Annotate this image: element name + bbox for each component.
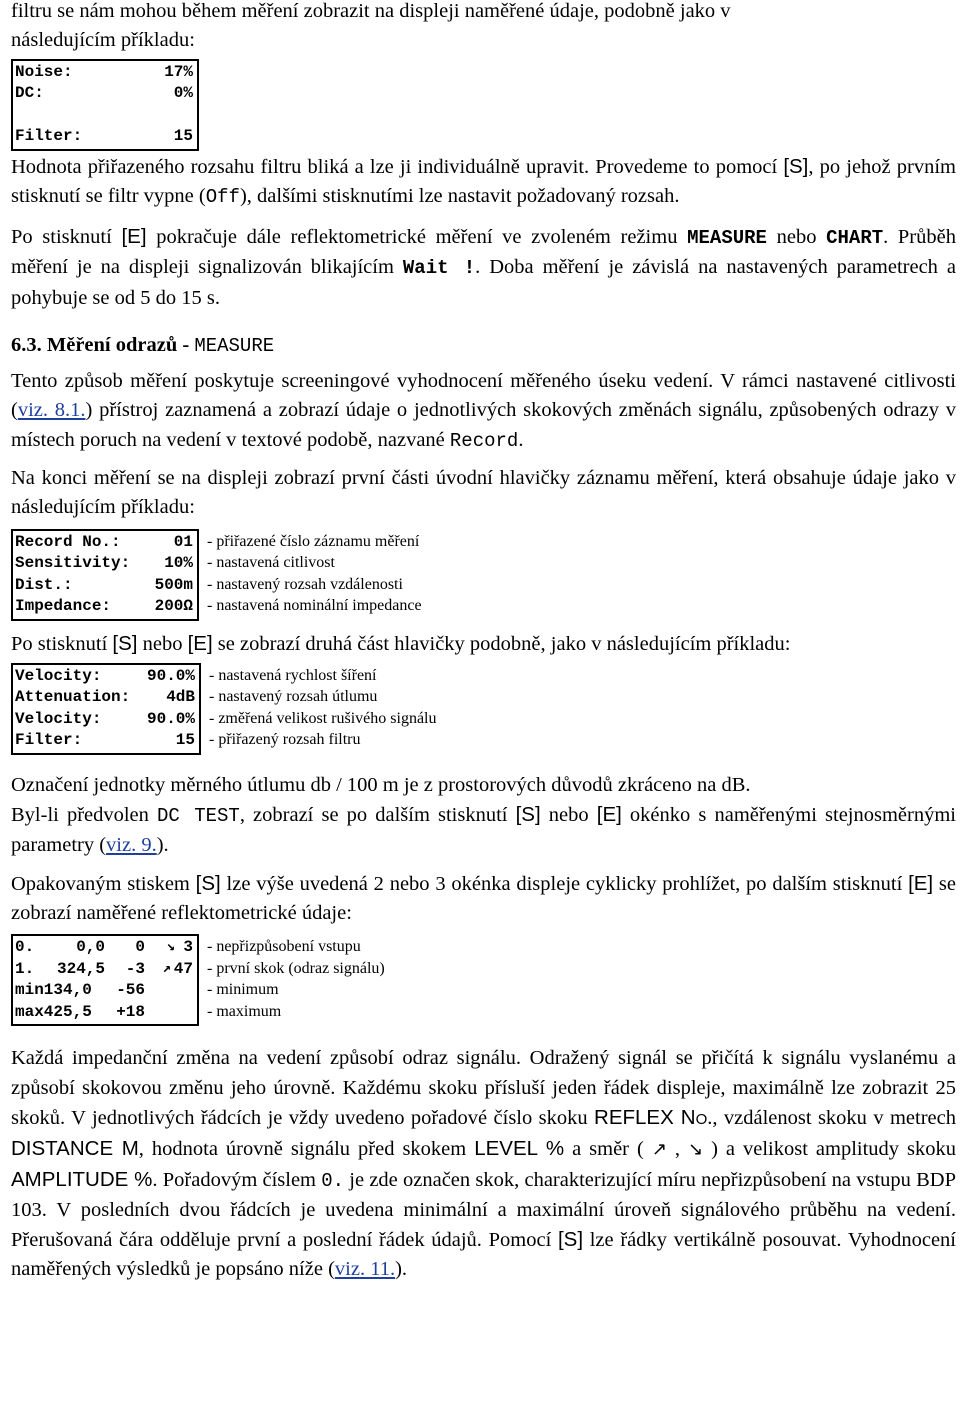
lcd-row: DC: 0% [15,84,193,103]
note: - maximum [207,1002,282,1020]
link-see-11[interactable]: viz. 11. [334,1258,396,1281]
key-e: [E] [908,871,934,895]
link-see-9[interactable]: viz. 9. [106,834,157,857]
paragraph-continue-measure: Po stisknutí [E] pokračuje dále reflektometrické měření ve zvoleném režimu MEASURE nebo CHART. Průběh měření je na displeji signalizován blikajícím Wait !. Doba měření je závislá na nastavených parametrech a pohybuje se od 5 do 15 s. [11,225,956,309]
lcd-row: Sensitivity: 10% [15,554,193,573]
distance-term: DISTANCE M [11,1137,139,1161]
section-number: 6.3. [11,334,42,357]
display-box-velocity [11,663,201,755]
display-box-record [11,529,199,621]
lcd-row: 0. 0,0 0 ↘ 3 [15,937,193,959]
key-s: [S] [112,631,138,655]
note: - přiřazené číslo záznamu měření [207,532,420,550]
link-see-8-1[interactable]: viz. 8.1. [17,399,86,422]
lcd-row: Dist.: 500m [15,575,193,594]
lcd-row: Filter: 15 [15,731,195,750]
arrow-down-icon: ↘ [688,1139,704,1160]
note: - nastavená citlivost [207,554,335,572]
lcd-row: Noise: 17% [15,62,193,81]
lcd-row: max425,5 +18 [15,1002,145,1021]
key-s: [S] [195,871,221,895]
paragraph-method: Tento způsob měření poskytuje screeningové vyhodnocení měřeného úseku vedení. V rámci nastavené citlivosti (viz. 8.1.) přístroj zaznamená a zobrazí údaje o jednotlivých skokových změnách signálu, způsobených odrazy v místech poruch na vedení v textové podobě, nazvané Record. [11,370,957,452]
intro-text: filtru se nám mohou během měření zobrazit na displeji naměřené údaje, podobně jako v [11,0,731,22]
note: - nastavený rozsah vzdálenosti [207,575,403,593]
section-title: Měření odrazů - [46,334,195,357]
lcd-row: Filter: 15 [15,127,193,146]
amplitude-term: AMPLITUDE % [11,1167,153,1191]
off-value: Off [205,185,240,208]
reflect-block [11,934,956,1026]
mode-measure: MEASURE [687,227,767,250]
velocity-block [11,663,956,755]
section-mode: MEASURE [194,335,275,358]
note: - nastavený rozsah útlumu [209,688,378,706]
section-heading [11,331,956,361]
record-header-block [11,529,956,621]
paragraph-cycle: Opakovaným stiskem [S] lze výše uvedená 2 nebo 3 okénka displeje cyklicky prohlížet, po dalším stisknutí [E] se zobrazí naměřené reflektometrické údaje: [11,871,957,925]
paragraph-explanation: Každá impedanční změna na vedení způsobí odraz signálu. Odražený signál se přičítá k signálu vyslanému a způsobí skokovou změnu jeho úrovně. Každému skoku přísluší jeden řádek displeje, maximálně lze zobrazit 25 skoků. V jednotlivých řádcích je vždy uvedeno pořadové číslo skoku REFLEX NO., vzdálenost skoku v metrech DISTANCE M, hodnota úrovně signálu před skokem LEVEL % a směr ( ↗ , ↘ ) a velikost amplitudy skoku AMPLITUDE %. Pořadovým číslem 0. je zde označen skok, charakterizující míru nepřizpůsobení na vstupu BDP 103. V posledních dvou řádcích je uvedena minimální a maximální úroveň signálového průběhu na vedení. Přerušovaná čára odděluje první a poslední řádek údajů. Pomocí [S] lze řádky vertikálně posouvat. Vyhodnocení naměřených výsledků je popsáno níže (viz. 11.). [11,1047,957,1281]
intro-text-2: následujícím příkladu: [11,29,195,52]
note: - první skok (odraz signálu) [207,959,385,977]
wait-indicator: Wait ! [402,257,476,280]
key-e: [E] [187,631,213,655]
paragraph-dc-test: Byl-li předvolen DC TEST, zobrazí se po dalším stisknutí [S] nebo [E] okénko s naměřenými stejnosměrnými parametry (viz. 9.). [11,803,956,857]
key-s: [S] [557,1228,584,1252]
note: - přiřazený rozsah filtru [209,731,361,749]
display-notes [207,936,385,1022]
note: - nastavená nominální impedance [207,597,422,615]
lcd-row: Velocity: 90.0% [15,666,195,685]
paragraph-filter-adjust: Hodnota přiřazeného rozsahu filtru bliká a lze ji individuálně upravit. Provedeme to pomocí [S], po jehož prvním stisknutí se filtr vypne (Off), dalšími stisknutími lze nastavit požadovaný rozsah. [11,154,956,208]
display-notes [209,665,437,751]
paragraph-header-intro: Na konci měření se na displeji zobrazí první části úvodní hlavičky záznamu měření, která obsahuje údaje jako v následujícím příkladu: [11,466,956,519]
display-notes [207,531,422,617]
intro-paragraph [11,0,956,56]
dc-test-term: DC TEST [157,805,240,828]
lcd-row: Velocity: 90.0% [15,709,195,728]
note: - nepřizpůsobení vstupu [207,938,361,956]
mode-chart: CHART [826,227,884,250]
lcd-row: Record No.: 01 [15,532,193,551]
lcd-row: Impedance: 200Ω [15,597,193,616]
display-box-filter [11,59,199,151]
paragraph-unit-note: Označení jednotky měrného útlumu db / 100 m je z prostorových důvodů zkráceno na dB. [11,773,751,796]
note: - změřená velikost rušivého signálu [209,709,437,727]
note: - minimum [207,981,279,999]
lcd-row: 1. 324,5 -3 ↗ 47 [15,959,193,981]
record-term: Record [449,429,519,452]
key-e: [E] [121,225,147,249]
arrow-up-icon: ↗ [651,1139,667,1160]
lcd-row: Attenuation: 4dB [15,688,195,707]
key-s: [S] [783,154,809,178]
reflex-term: REFLEX N [594,1105,696,1129]
lcd-row: min134,0 -56 [15,981,145,1000]
arrow-up-icon: ↗ [162,960,171,977]
display-box-reflect [11,934,199,1026]
paragraph-header-second: Po stisknutí [S] nebo [E] se zobrazí druhá část hlavičky podobně, jako v následujícím příkladu: [11,631,791,655]
note: - nastavená rychlost šíření [209,666,377,684]
level-term: LEVEL % [474,1137,565,1161]
arrow-down-icon: ↘ [166,939,175,956]
key-e: [E] [596,803,622,827]
zero-term: 0. [321,1169,345,1192]
lcd-row [15,105,193,127]
key-s: [S] [515,803,541,827]
